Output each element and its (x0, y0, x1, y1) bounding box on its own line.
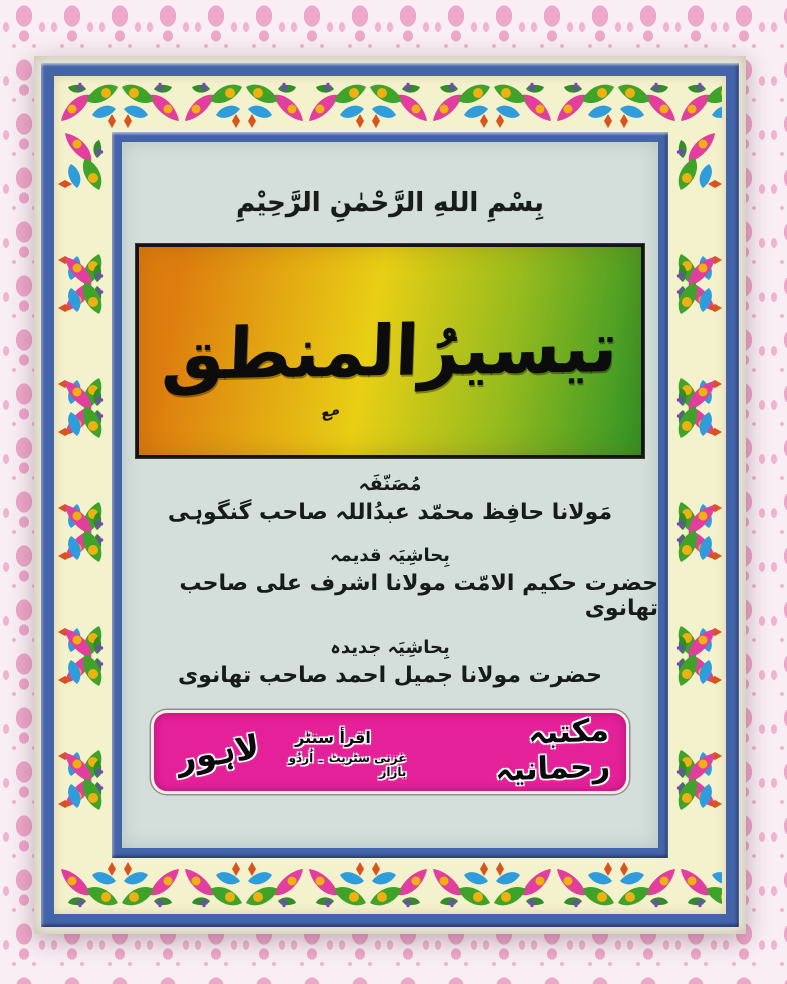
old-gloss-name: حضرت حکیم الامّت مولانا اشرف علی صاحب تھانوی (179, 571, 658, 621)
new-gloss-heading: بِحاشِیَہ جدیدہ (330, 637, 450, 658)
new-gloss-name: حضرت مولانا جمیل احمد صاحب تھانوی (178, 663, 602, 688)
ornament-border-bottom (58, 861, 722, 911)
old-gloss-heading: بِحاشِیَہ قدیمہ (330, 545, 450, 566)
iqra-centre-label: اقرأ سنٹر (295, 727, 371, 747)
publisher-city-label: لاہور (173, 726, 263, 778)
publisher-address: غزنی سٹریٹ ۔ اُردُو بازار (288, 750, 407, 779)
publisher-name: مکتبہ رحمانیہ (494, 712, 612, 789)
ornament-border-top (58, 79, 722, 129)
book-cover (34, 56, 746, 934)
cover-content (122, 142, 658, 848)
book-title: تیسیرُالمنطق (160, 306, 620, 396)
ornament-border-right (673, 130, 723, 860)
floral-ornament-band (54, 76, 726, 914)
publisher-center-block (260, 728, 407, 779)
publisher-plate (151, 710, 629, 794)
ornament-border-left (57, 130, 107, 860)
bismillah-text: بِسْمِ اللهِ الرَّحْمٰنِ الرَّحِيْمِ (236, 188, 544, 218)
title-plate (136, 244, 644, 458)
author-heading: مُصَنّفَہ (358, 473, 422, 495)
title-flourish: مع (317, 399, 342, 423)
outer-blue-frame (41, 63, 739, 927)
inner-blue-frame (112, 132, 668, 858)
author-name: مَولانا حافِظ محمّد عبدُاللہ صاحب گنگوہی (167, 500, 613, 525)
